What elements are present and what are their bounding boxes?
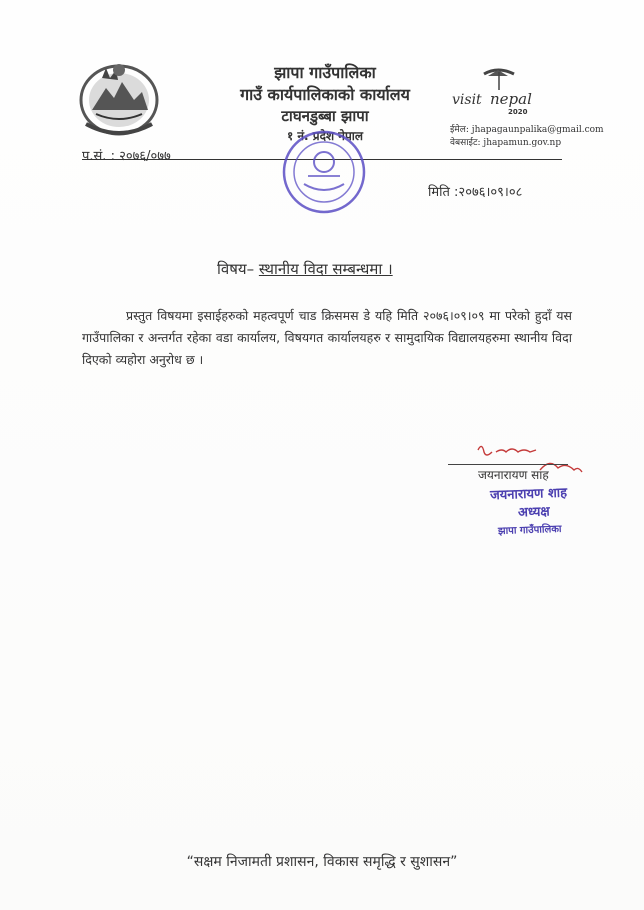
subject-prefix: विषय– (217, 260, 259, 278)
office-name: झापा गाउँपालिका (274, 63, 376, 82)
office-stamp (276, 126, 372, 218)
footer-motto: “सक्षम निजामती प्रशासन, विकास समृद्धि र सुशासन” (186, 854, 458, 870)
stamp-signatory-role: अध्यक्ष (517, 504, 550, 521)
stamp-signatory-name: जयनारायण शाह (489, 485, 568, 504)
svg-text:visit: visit (452, 92, 482, 108)
office-address: १ नं. प्रदेश नेपाल (286, 129, 364, 143)
signature-block (440, 440, 600, 550)
svg-text:nepal: nepal (490, 90, 532, 108)
signature-line (448, 464, 568, 465)
visit-nepal-logo (448, 66, 578, 118)
subject-text: स्थानीय विदा सम्बन्धमा । (258, 260, 393, 278)
body-paragraph: प्रस्तुत विषयमा इसाईहरुको महत्वपूर्ण चाड क्रिसमस डे यहि मिति २०७६।०९।०९ मा परेको हुदाँ यस गाउँपालिका र अन्तर्गत रहेका वडा कार्यालय, विषयगत कार्यालयहरु र सामुदायिक विद्यालयहरुमा स्थानीय विदा दिएको व्यहोरा अनुरोध छ । (82, 308, 572, 367)
email-text: ईमेल: jhapagaunpalika@gmail.com (450, 125, 604, 135)
subject-line (217, 259, 393, 279)
svg-text:2020: 2020 (508, 108, 528, 116)
letter-date: मिति :२०७६।०९।०८ (428, 185, 523, 200)
contact-info (450, 124, 604, 150)
reference-number: प.सं. : २०७६/०७७ (82, 149, 171, 164)
stamp-organization: झापा गाउँपालिका (497, 523, 562, 538)
government-emblem-icon (76, 58, 162, 138)
website-text: वेबसाईट: jhapamun.gov.np (450, 138, 562, 148)
signatory-name: जयनारायण साह (478, 468, 549, 482)
office-place: टाघनडुब्बा झापा (281, 107, 369, 125)
office-subtitle: गाउँ कार्यपालिकाको कार्यालय (240, 85, 410, 104)
letter-body (82, 305, 572, 371)
